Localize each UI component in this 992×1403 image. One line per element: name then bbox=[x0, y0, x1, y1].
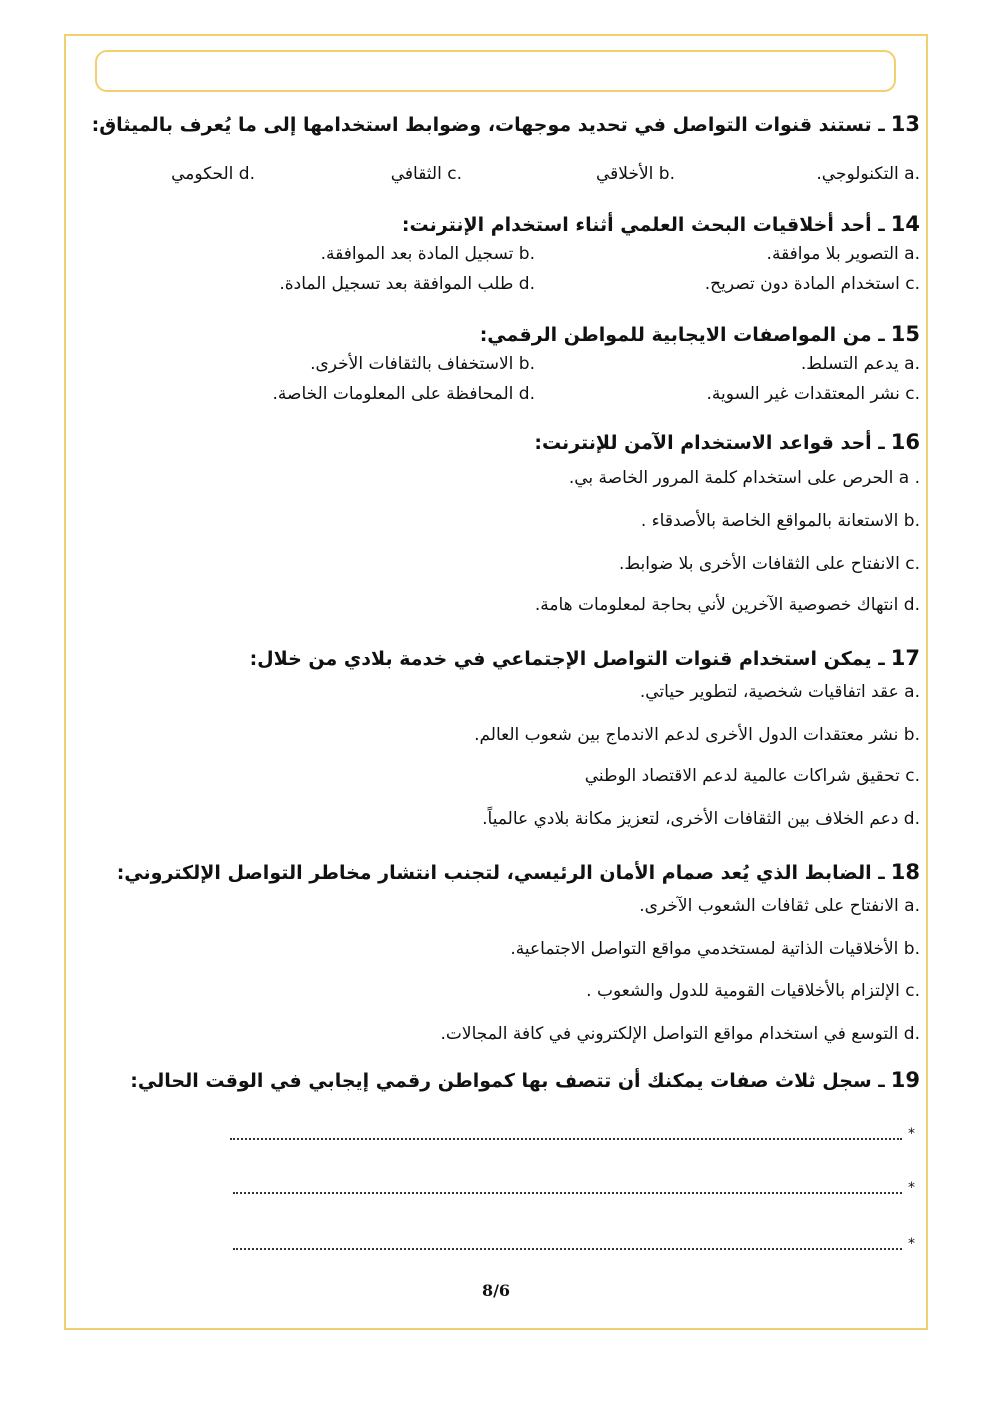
option-a[interactable]: a. يدعم التسلط. bbox=[800, 354, 920, 374]
question-17 bbox=[150, 646, 920, 670]
question-number: 17 bbox=[890, 646, 920, 670]
option-c[interactable]: c. الثقافي bbox=[390, 164, 462, 184]
question-title bbox=[150, 322, 920, 346]
option-b[interactable]: b. نشر معتقدات الدول الأخرى لدعم الاندماج بين شعوب العالم. bbox=[474, 725, 920, 745]
option-d[interactable]: d. انتهاك خصوصية الآخرين لأني بحاجة لمعلومات هامة. bbox=[534, 595, 920, 615]
option-b[interactable]: b. الأخلاقيات الذاتية لمستخدمي مواقع التواصل الاجتماعية. bbox=[510, 939, 920, 959]
options-row bbox=[150, 164, 920, 194]
options-row bbox=[150, 244, 920, 274]
option-c[interactable]: c. الانفتاح على الثقافات الأخرى بلا ضوابط. bbox=[619, 554, 920, 574]
option-c[interactable]: c. تحقيق شراكات عالمية لدعم الاقتصاد الوطني bbox=[584, 766, 920, 786]
question-18 bbox=[116, 860, 920, 884]
options-row bbox=[150, 384, 920, 414]
option-b[interactable]: b. الاستعانة بالمواقع الخاصة بالأصدقاء . bbox=[640, 511, 920, 531]
question-number: 18 bbox=[890, 860, 920, 884]
question-number: 15 bbox=[890, 322, 920, 346]
answer-bullet: * bbox=[908, 1126, 915, 1142]
question-text: ـ أحد أخلاقيات البحث العلمي أثناء استخدام الإنترنت: bbox=[401, 214, 885, 236]
question-number: 19 bbox=[890, 1068, 920, 1092]
question-title bbox=[150, 646, 920, 670]
question-14 bbox=[150, 212, 920, 236]
question-number: 14 bbox=[890, 212, 920, 236]
option-d[interactable]: d. دعم الخلاف بين الثقافات الأخرى، لتعزيز مكانة بلادي عالمياً. bbox=[482, 809, 920, 829]
question-title bbox=[150, 212, 920, 236]
option-c[interactable]: c. الإلتزام بالأخلاقيات القومية للدول والشعوب . bbox=[586, 981, 920, 1001]
option-d[interactable]: d. التوسع في استخدام مواقع التواصل الإلكتروني في كافة المجالات. bbox=[440, 1024, 920, 1044]
question-text: ـ يمكن استخدام قنوات التواصل الإجتماعي في خدمة بلادي من خلال: bbox=[249, 648, 885, 670]
header-box bbox=[95, 50, 896, 92]
option-c[interactable]: c. استخدام المادة دون تصريح. bbox=[704, 274, 920, 294]
question-15 bbox=[150, 322, 920, 346]
options-row bbox=[150, 354, 920, 384]
question-text: ـ من المواصفات الايجابية للمواطن الرقمي: bbox=[479, 324, 885, 346]
question-title bbox=[150, 430, 920, 454]
option-c[interactable]: c. نشر المعتقدات غير السوية. bbox=[706, 384, 920, 404]
option-a[interactable]: a. الانفتاح على ثقافات الشعوب الآخرى. bbox=[639, 896, 920, 916]
question-text: ـ تستند قنوات التواصل في تحديد موجهات، وضوابط استخدامها إلى ما يُعرف بالميثاق: bbox=[91, 114, 885, 136]
option-b[interactable]: b. الأخلاقي bbox=[596, 164, 675, 184]
option-a[interactable]: a. عقد اتفاقيات شخصية، لتطوير حياتي. bbox=[639, 682, 920, 702]
option-d[interactable]: d. الحكومي bbox=[171, 164, 255, 184]
page-number: 8/6 bbox=[481, 1281, 511, 1300]
question-title bbox=[116, 860, 920, 884]
question-text: ـ أحد قواعد الاستخدام الآمن للإنترنت: bbox=[534, 432, 885, 454]
question-text: ـ سجل ثلاث صفات يمكنك أن تتصف بها كمواطن رقمي إيجابي في الوقت الحالي: bbox=[130, 1070, 885, 1092]
option-a[interactable]: a. التصوير بلا موافقة. bbox=[766, 244, 920, 264]
option-d[interactable]: d. المحافظة على المعلومات الخاصة. bbox=[272, 384, 535, 404]
question-title bbox=[130, 1068, 920, 1092]
question-number: 16 bbox=[890, 430, 920, 454]
question-title bbox=[91, 112, 920, 136]
option-d[interactable]: d. طلب الموافقة بعد تسجيل المادة. bbox=[279, 274, 535, 294]
question-text: ـ الضابط الذي يُعد صمام الأمان الرئيسي، لتجنب انتشار مخاطر التواصل الإلكتروني: bbox=[116, 862, 885, 884]
question-13 bbox=[91, 112, 920, 136]
option-a[interactable]: a . الحرص على استخدام كلمة المرور الخاصة بي. bbox=[568, 468, 920, 488]
answer-line-3[interactable] bbox=[233, 1248, 902, 1250]
option-b[interactable]: b. تسجيل المادة بعد الموافقة. bbox=[320, 244, 535, 264]
question-number: 13 bbox=[890, 112, 920, 136]
answer-line-2[interactable] bbox=[233, 1192, 902, 1194]
option-b[interactable]: b. الاستخفاف بالثقافات الأخرى. bbox=[310, 354, 535, 374]
options-row bbox=[150, 274, 920, 304]
answer-line-1[interactable] bbox=[230, 1138, 902, 1140]
answer-bullet: * bbox=[908, 1236, 915, 1252]
answer-bullet: * bbox=[908, 1180, 915, 1196]
option-a[interactable]: a. التكنولوجي. bbox=[816, 164, 920, 184]
question-16 bbox=[150, 430, 920, 454]
question-19 bbox=[130, 1068, 920, 1092]
